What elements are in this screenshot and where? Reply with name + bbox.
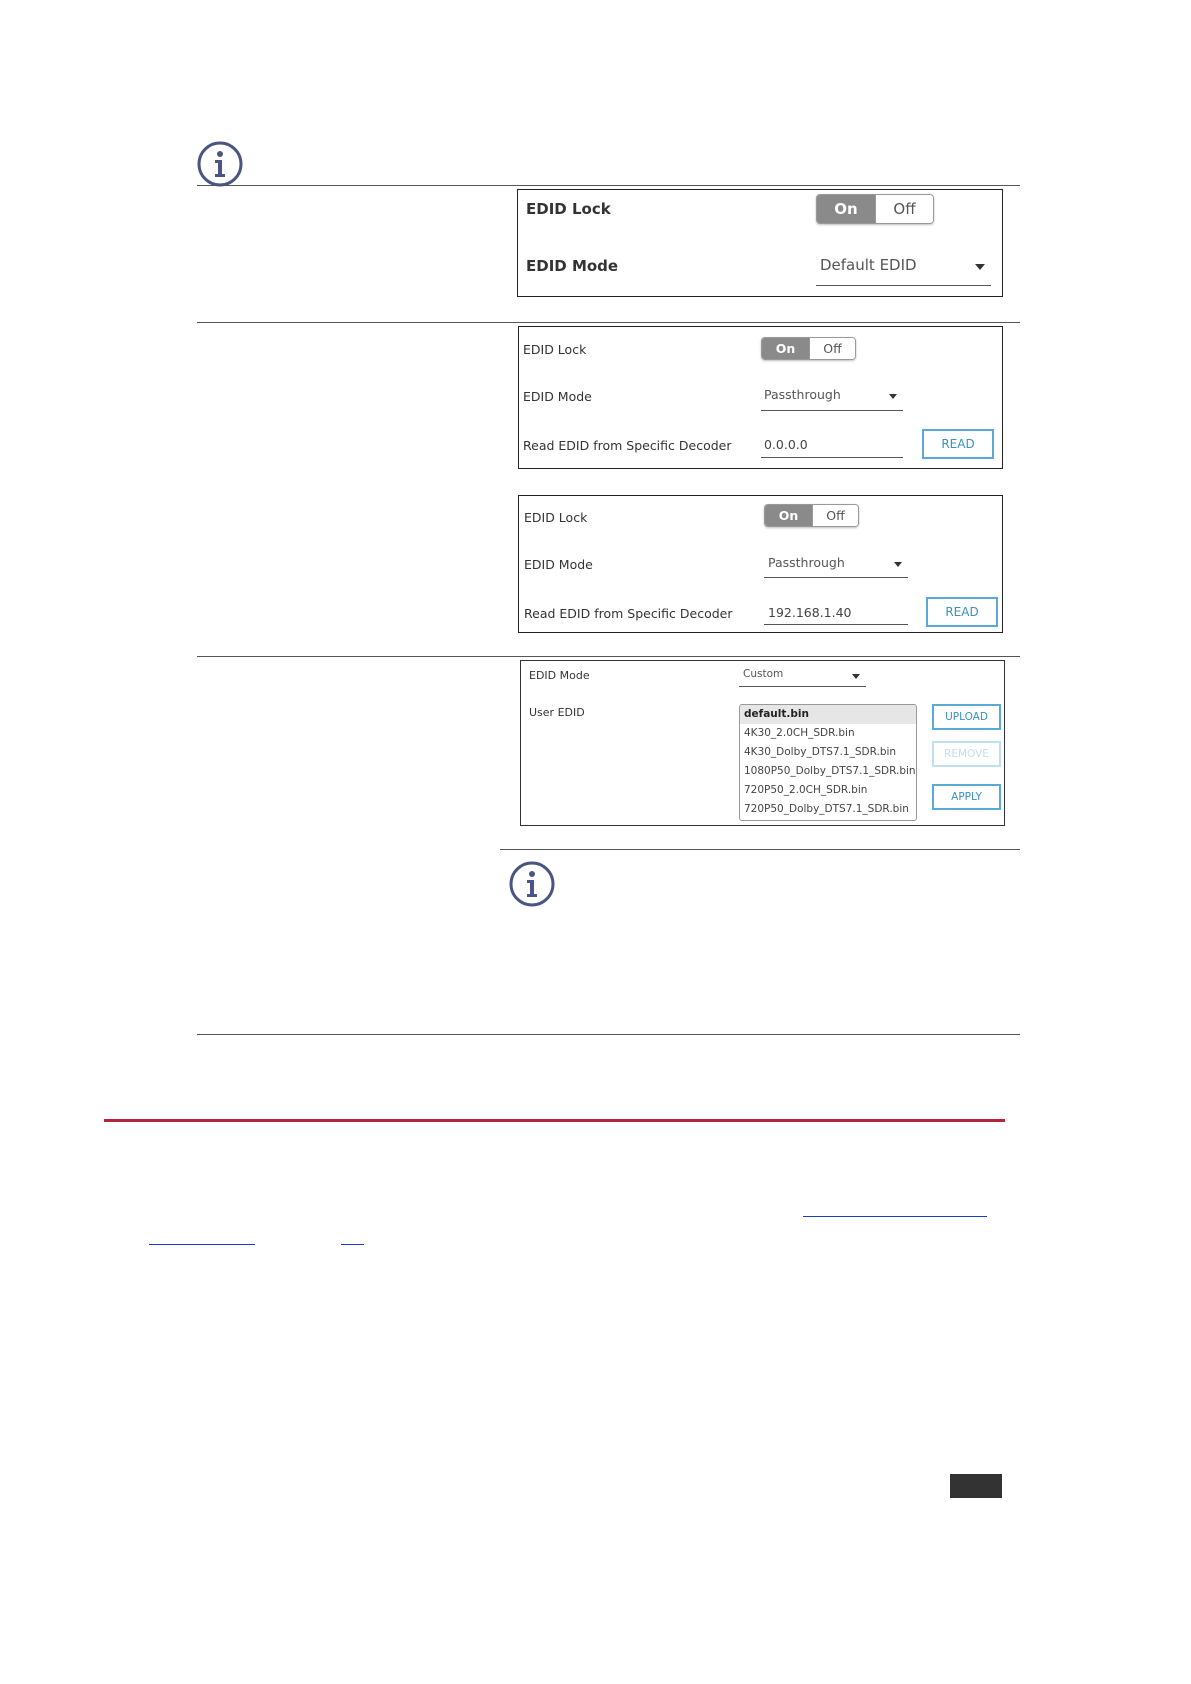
decoder-ip-value: 192.168.1.40 <box>768 605 852 620</box>
chevron-down-icon <box>889 394 897 399</box>
read-edid-label: Read EDID from Specific Decoder <box>523 438 732 453</box>
edid-mode-value: Passthrough <box>764 387 841 402</box>
decoder-ip-value: 0.0.0.0 <box>764 437 808 452</box>
edid-lock-toggle[interactable] <box>816 194 934 224</box>
user-edid-list[interactable] <box>739 704 917 821</box>
edid-panel-custom <box>520 660 1005 826</box>
edid-mode-label: EDID Mode <box>524 557 593 572</box>
edid-mode-select[interactable] <box>761 383 903 411</box>
edid-mode-value: Default EDID <box>820 256 917 274</box>
apply-button[interactable]: APPLY <box>932 784 1001 810</box>
read-button[interactable]: READ <box>922 429 994 459</box>
edid-mode-select[interactable] <box>764 550 908 578</box>
toggle-on[interactable]: On <box>765 505 812 526</box>
toggle-on[interactable]: On <box>817 195 875 223</box>
info-icon <box>508 860 556 908</box>
edid-mode-label: EDID Mode <box>523 389 592 404</box>
remove-button[interactable]: REMOVE <box>932 741 1001 767</box>
chevron-down-icon <box>894 562 902 567</box>
table-rule-2 <box>197 322 1020 323</box>
edid-lock-toggle[interactable] <box>764 504 859 527</box>
user-edid-label: User EDID <box>529 706 585 719</box>
decoder-ip-input[interactable] <box>764 598 908 625</box>
edid-panel-default <box>517 189 1003 297</box>
list-item[interactable]: 720P50_Dolby_DTS7.1_SDR.bin <box>744 803 909 815</box>
toggle-off[interactable]: Off <box>812 505 858 526</box>
read-button[interactable]: READ <box>926 597 998 627</box>
list-item[interactable]: 4K30_2.0CH_SDR.bin <box>744 727 855 739</box>
read-edid-label: Read EDID from Specific Decoder <box>524 606 733 621</box>
chevron-down-icon <box>975 264 985 270</box>
table-rule-4 <box>197 1034 1020 1035</box>
link-underline[interactable] <box>149 1244 255 1245</box>
decoder-ip-input[interactable] <box>761 431 903 458</box>
edid-mode-label: EDID Mode <box>526 257 619 275</box>
edid-lock-label: EDID Lock <box>523 342 587 357</box>
page-number-box <box>950 1474 1002 1498</box>
note-rule <box>500 849 1020 850</box>
edid-mode-select[interactable] <box>816 252 991 286</box>
edid-mode-select[interactable] <box>739 665 866 687</box>
edid-panel-passthrough-2 <box>518 495 1003 633</box>
section-divider <box>104 1119 1005 1122</box>
edid-lock-label: EDID Lock <box>526 200 611 218</box>
list-item[interactable]: 720P50_2.0CH_SDR.bin <box>744 784 868 796</box>
chevron-down-icon <box>852 674 860 679</box>
edid-lock-label: EDID Lock <box>524 510 588 525</box>
toggle-off[interactable]: Off <box>875 195 933 223</box>
table-rule-3 <box>197 656 1020 657</box>
list-item[interactable]: 4K30_Dolby_DTS7.1_SDR.bin <box>744 746 897 758</box>
list-item[interactable]: 1080P50_Dolby_DTS7.1_SDR.bin <box>744 765 916 777</box>
edid-mode-label: EDID Mode <box>529 669 590 682</box>
link-underline[interactable] <box>803 1216 987 1217</box>
edid-mode-value: Custom <box>743 668 784 680</box>
edid-panel-passthrough-1 <box>518 326 1003 469</box>
info-icon <box>196 140 244 188</box>
toggle-on[interactable]: On <box>762 338 809 359</box>
edid-lock-toggle[interactable] <box>761 337 856 360</box>
upload-button[interactable]: UPLOAD <box>932 704 1001 730</box>
edid-mode-value: Passthrough <box>768 555 845 570</box>
list-item[interactable]: default.bin <box>740 705 916 724</box>
link-underline[interactable] <box>341 1244 364 1245</box>
toggle-off[interactable]: Off <box>809 338 855 359</box>
table-rule-1 <box>197 185 1020 186</box>
